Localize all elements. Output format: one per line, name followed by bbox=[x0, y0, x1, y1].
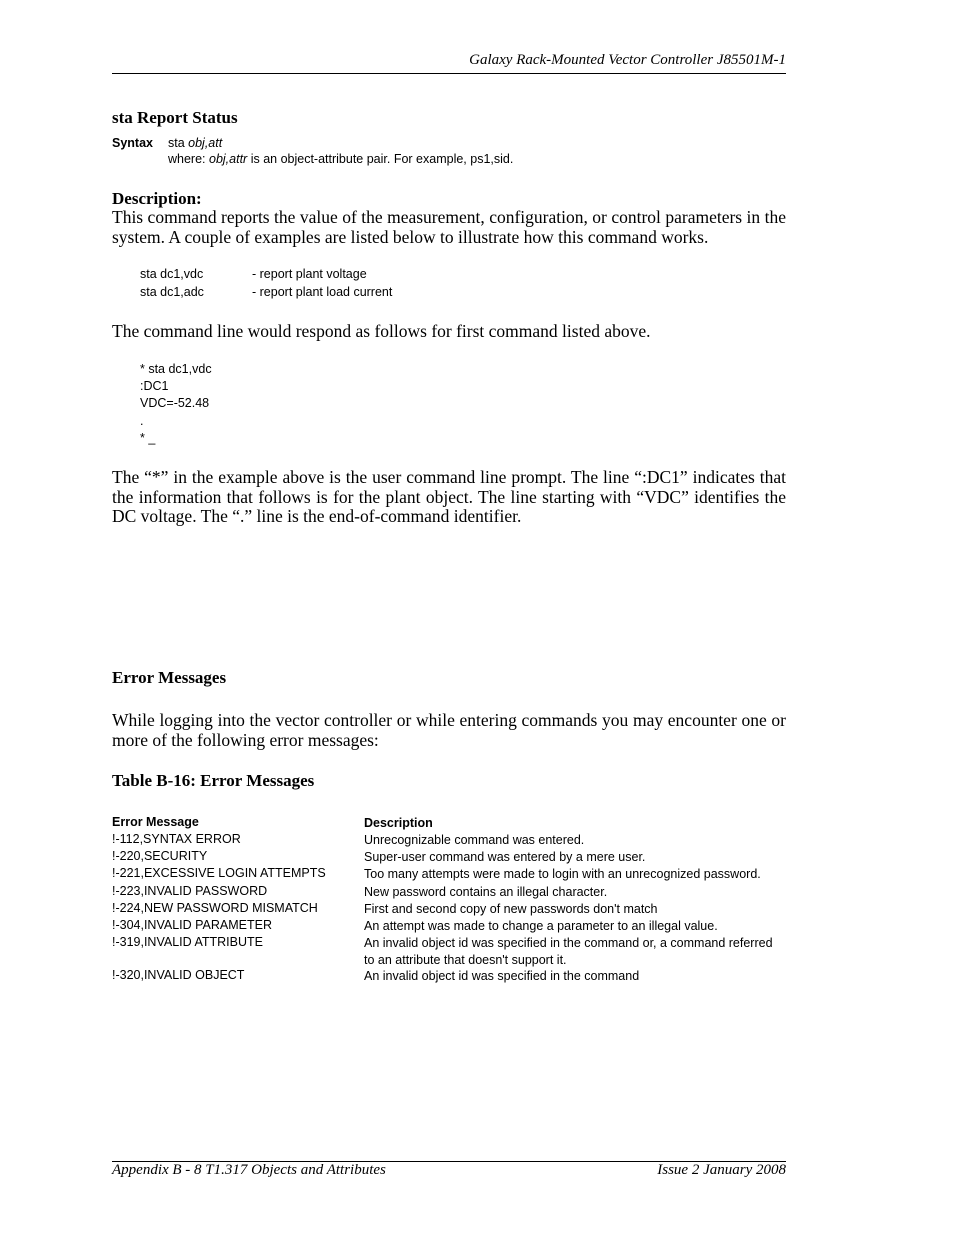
error-code: !-221,EXCESSIVE LOGIN ATTEMPTS bbox=[112, 866, 326, 881]
error-code: !-223,INVALID PASSWORD bbox=[112, 883, 268, 898]
syntax-command: sta bbox=[168, 136, 189, 150]
error-description: Super-user command was entered by a mere user. bbox=[364, 850, 646, 865]
description-text: This command reports the value of the measurement, configuration, or control parameters in the system. A couple of examples are listed below to illustrate how this command works. bbox=[112, 207, 786, 247]
error-code: !-220,SECURITY bbox=[112, 849, 208, 864]
console-line: :DC1 bbox=[140, 379, 169, 394]
console-output bbox=[140, 362, 212, 448]
example-command: sta dc1,vdc bbox=[140, 267, 204, 281]
example-row bbox=[140, 267, 540, 285]
table-row bbox=[112, 849, 786, 866]
table-header-row bbox=[112, 815, 786, 832]
document-page bbox=[112, 0, 786, 1235]
console-line: VDC=-52.48 bbox=[140, 396, 210, 411]
error-code: !-112,SYNTAX ERROR bbox=[112, 832, 241, 846]
error-description: An invalid object id was specified in the command bbox=[364, 969, 640, 984]
table-row bbox=[112, 918, 786, 935]
syntax-args: obj,att bbox=[188, 136, 223, 150]
console-line: . bbox=[140, 413, 144, 428]
response-intro: The command line would respond as follows for first command listed above. bbox=[112, 321, 651, 341]
error-description: New password contains an illegal character. bbox=[364, 884, 608, 899]
console-line: * sta dc1,vdc bbox=[140, 362, 212, 376]
table-row bbox=[112, 832, 786, 849]
description-heading: Description: bbox=[112, 189, 202, 208]
console-line: * _ bbox=[140, 430, 156, 445]
syntax-label: Syntax bbox=[112, 136, 153, 150]
table-row bbox=[112, 935, 786, 968]
where-args: obj,attr bbox=[209, 152, 248, 166]
error-code: !-304,INVALID PARAMETER bbox=[112, 917, 272, 932]
error-code: !-319,INVALID ATTRIBUTE bbox=[112, 935, 263, 950]
where-suffix: is an object-attribute pair. For example, ps1,sid. bbox=[247, 152, 514, 166]
example-row bbox=[140, 285, 540, 303]
error-code: !-320,INVALID OBJECT bbox=[112, 968, 245, 983]
where-prefix: where: bbox=[168, 152, 209, 166]
example-list bbox=[140, 267, 540, 302]
error-table bbox=[112, 815, 786, 985]
syntax-where bbox=[168, 152, 513, 166]
column-header-error-message: Error Message bbox=[112, 815, 199, 829]
table-row bbox=[112, 968, 786, 985]
example-command: sta dc1,adc bbox=[140, 284, 204, 299]
example-description: - report plant load current bbox=[252, 284, 393, 299]
error-description: An attempt was made to change a parameter to an illegal value. bbox=[364, 918, 718, 933]
error-code: !-224,NEW PASSWORD MISMATCH bbox=[112, 900, 318, 915]
error-description: Unrecognizable command was entered. bbox=[364, 833, 585, 847]
header-rule bbox=[112, 73, 786, 74]
example-description: - report plant voltage bbox=[252, 267, 367, 281]
column-header-description: Description bbox=[364, 816, 433, 830]
section-title: sta Report Status bbox=[112, 108, 238, 127]
running-header: Galaxy Rack-Mounted Vector Controller J85501M-1 bbox=[469, 52, 786, 68]
table-row bbox=[112, 884, 786, 901]
error-messages-heading: Error Messages bbox=[112, 668, 227, 687]
error-description: An invalid object id was specified in the command or, a command referred to an attribute that doesn't support it. bbox=[364, 936, 773, 967]
table-row bbox=[112, 866, 786, 883]
explanation-text: The “*” in the example above is the user command line prompt. The line “:DC1” indicates that the information that follows is for the plant object. The line starting with “VDC” identifies the DC voltage. The “.” line is the end-of-command identifier. bbox=[112, 467, 786, 526]
table-row bbox=[112, 901, 786, 918]
footer-left: Appendix B - 8 T1.317 Objects and Attributes bbox=[112, 1162, 386, 1178]
syntax-value bbox=[168, 136, 222, 150]
error-description: First and second copy of new passwords don't match bbox=[364, 901, 658, 916]
table-title: Table B-16: Error Messages bbox=[112, 771, 315, 790]
footer-right: Issue 2 January 2008 bbox=[657, 1162, 786, 1178]
error-description: Too many attempts were made to login with an unrecognized password. bbox=[364, 867, 761, 882]
error-messages-intro: While logging into the vector controller or while entering commands you may encounter one or more of the following error messages: bbox=[112, 710, 786, 750]
